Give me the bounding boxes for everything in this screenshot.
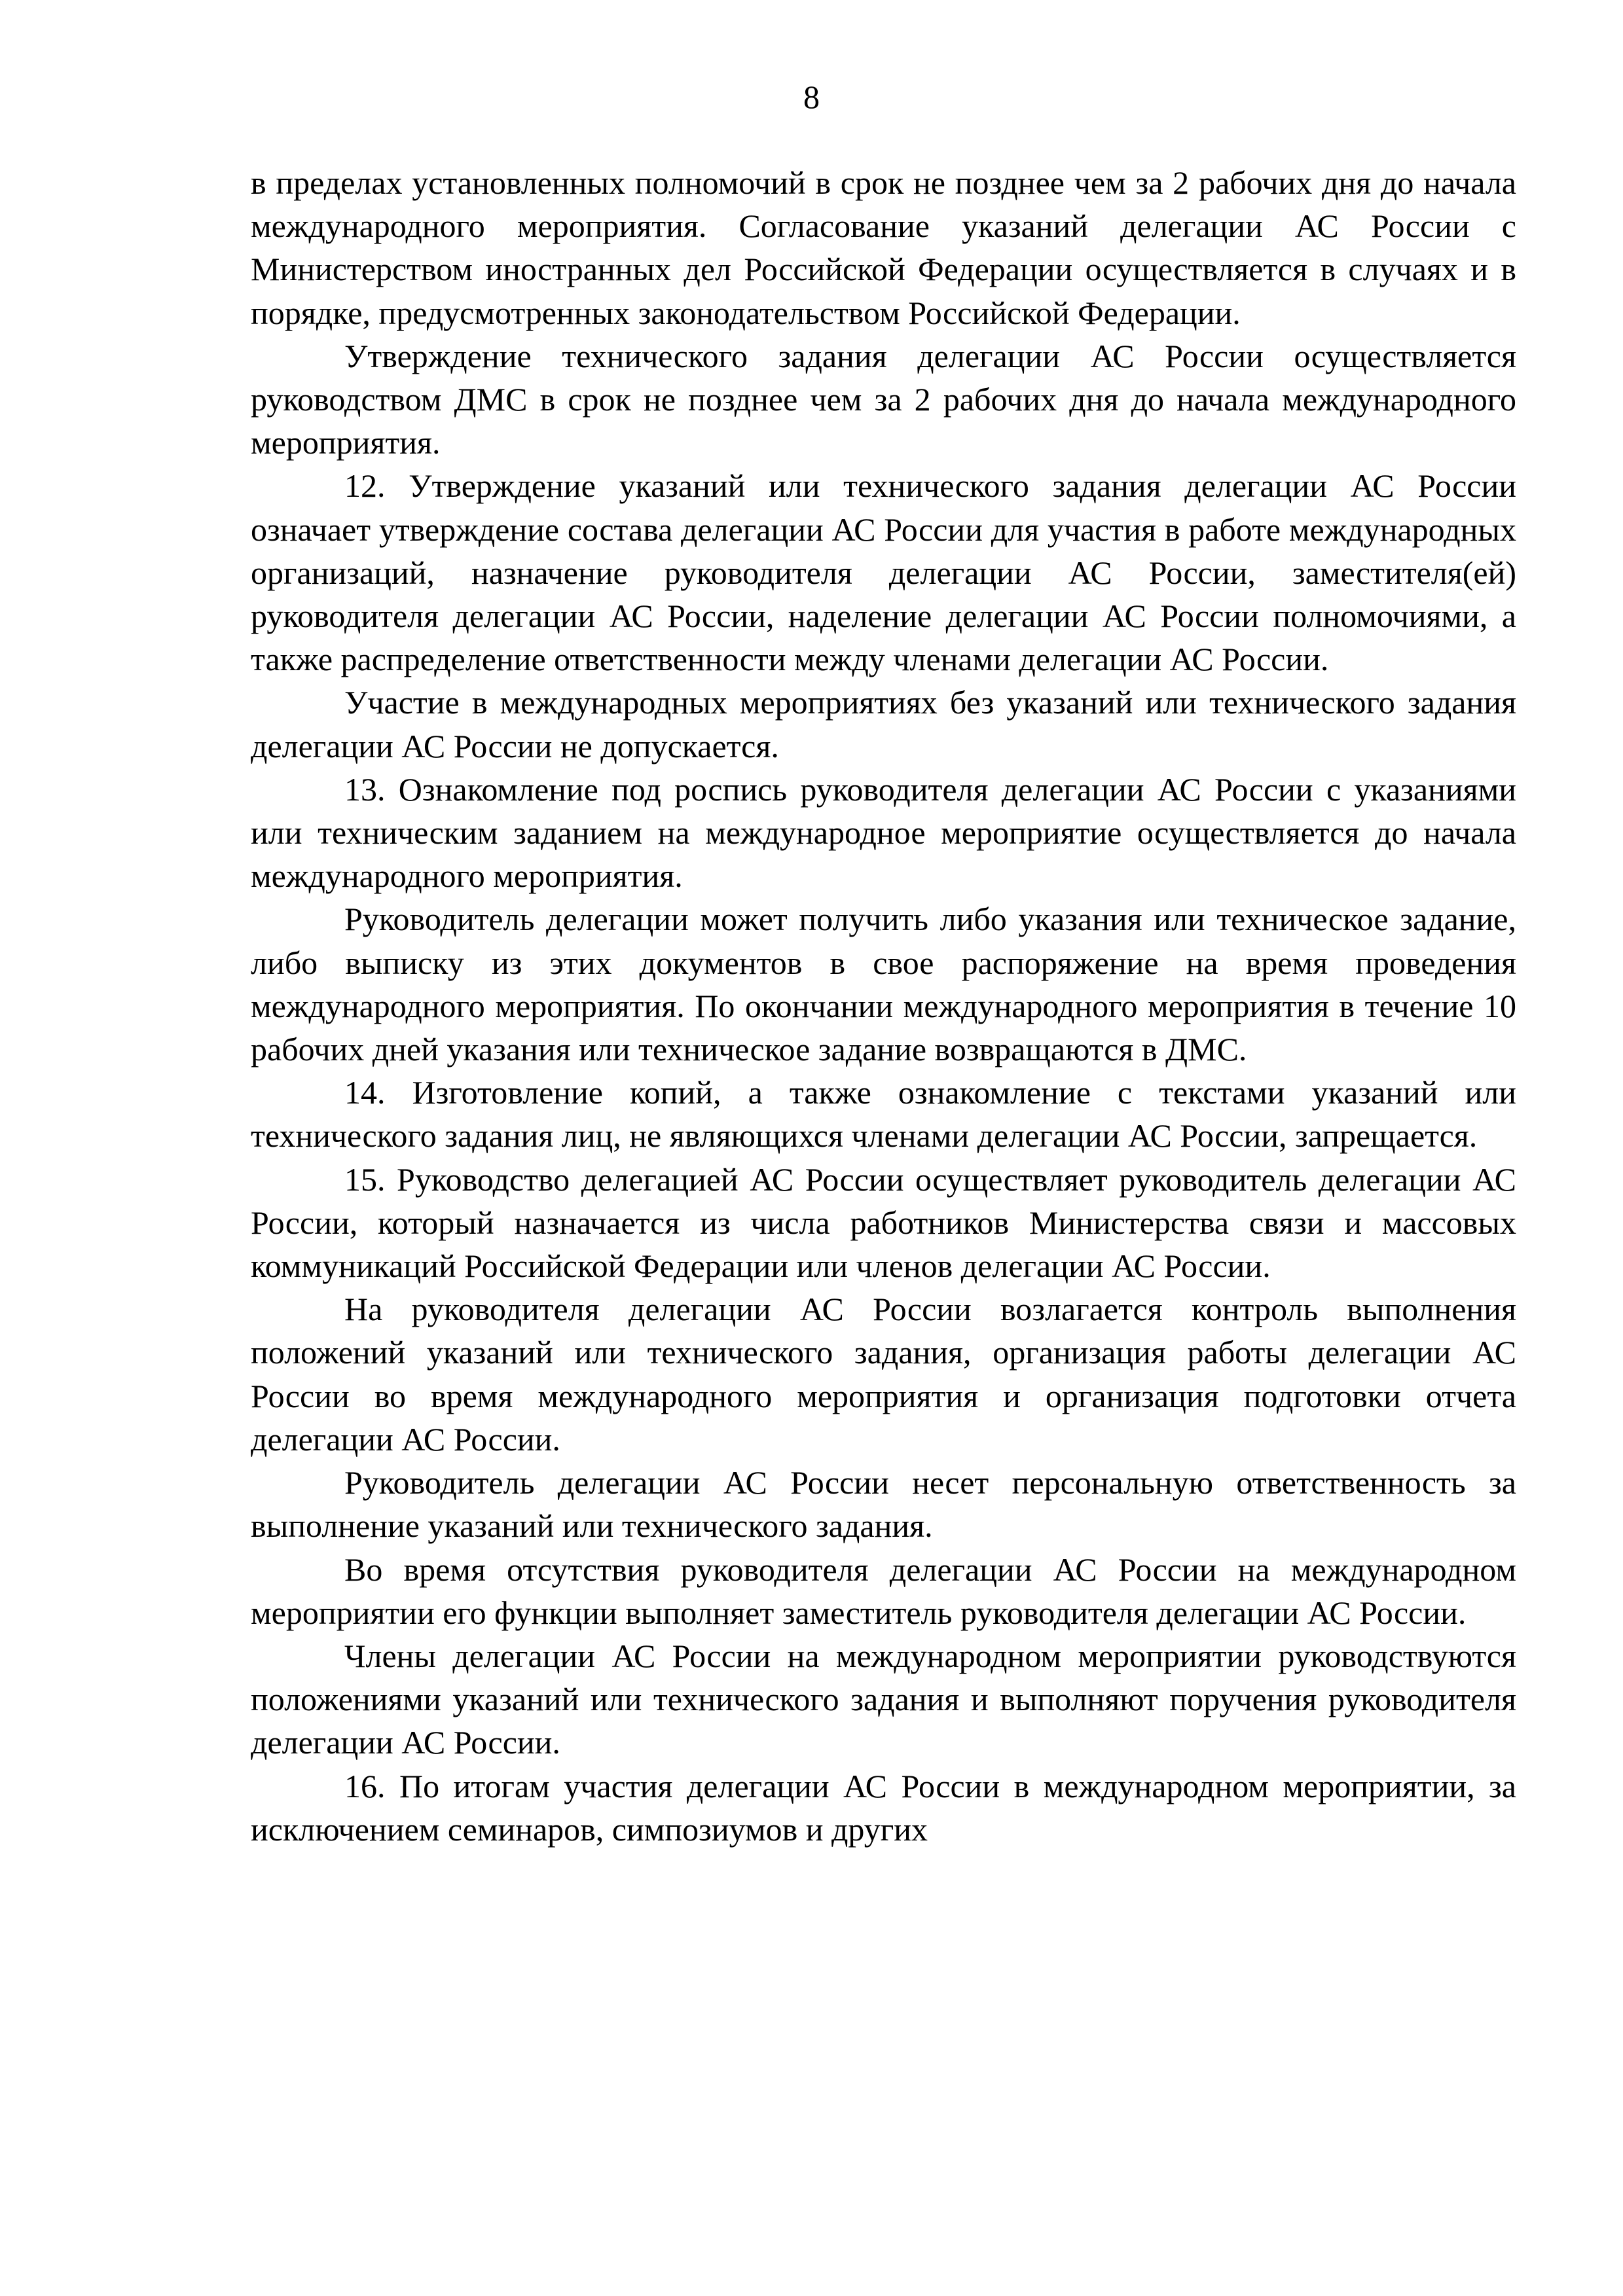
paragraph: 16. По итогам участия делегации АС России в международном мероприятии, за исключением семинаров, симпозиумов и других [251, 1767, 1516, 1848]
paragraph: Руководитель делегации АС России несет персональную ответственность за выполнение указаний или технического задания. [251, 1464, 1516, 1545]
paragraph: 13. Ознакомление под роспись руководителя делегации АС России с указаниями или техническим заданием на международное мероприятие осуществляется до начала международного мероприятия. [251, 770, 1516, 895]
paragraph: Участие в международных мероприятиях без указаний или технического задания делегации АС России не допускается. [251, 684, 1516, 764]
paragraph: Члены делегации АС России на международном мероприятии руководствуются положениями указаний или технического задания и выполняют поручения руководителя делегации АС России. [251, 1637, 1516, 1761]
page-number: 8 [803, 79, 820, 115]
paragraph: 14. Изготовление копий, а также ознакомление с текстами указаний или технического задания лиц, не являющихся членами делегации АС России, запрещается. [251, 1074, 1516, 1155]
paragraph: 12. Утверждение указаний или технического задания делегации АС России означает утверждение состава делегации АС России для участия в работе международных организаций, назначение руководителя делегации АС России, заместителя(ей) руководителя делегации АС России, наделение делегации АС России полномочиями, а также распределение ответственности между членами делегации АС России. [251, 467, 1516, 678]
paragraph: На руководителя делегации АС России возлагается контроль выполнения положений указаний или технического задания, организация работы делегации АС России во время международного мероприятия и организация подготовки отчета делегации АС России. [251, 1291, 1516, 1458]
paragraph: Утверждение технического задания делегации АС России осуществляется руководством ДМС в срок не позднее чем за 2 рабочих дня до начала международного мероприятия. [251, 337, 1516, 461]
paragraph: 15. Руководство делегацией АС России осуществляет руководитель делегации АС России, который назначается из числа работников Министерства связи и массовых коммуникаций Российской Федерации или членов делегации АС России. [251, 1160, 1516, 1285]
paragraph: Во время отсутствия руководителя делегации АС России на международном мероприятии его функции выполняет заместитель руководителя делегации АС России. [251, 1551, 1516, 1631]
paragraph: в пределах установленных полномочий в срок не позднее чем за 2 рабочих дня до начала международного мероприятия. Согласование указаний делегации АС России с Министерством иностранных дел Российской Федерации осуществляется в случаях и в порядке, предусмотренных законодательством Российской Федерации. [251, 164, 1516, 331]
paragraph: Руководитель делегации может получить либо указания или техническое задание, либо выписку из этих документов в свое распоряжение на время проведения международного мероприятия. По окончании международного мероприятия в течение 10 рабочих дней указания или техническое задание возвращаются в ДМС. [251, 901, 1516, 1068]
document-body [251, 161, 1516, 1851]
